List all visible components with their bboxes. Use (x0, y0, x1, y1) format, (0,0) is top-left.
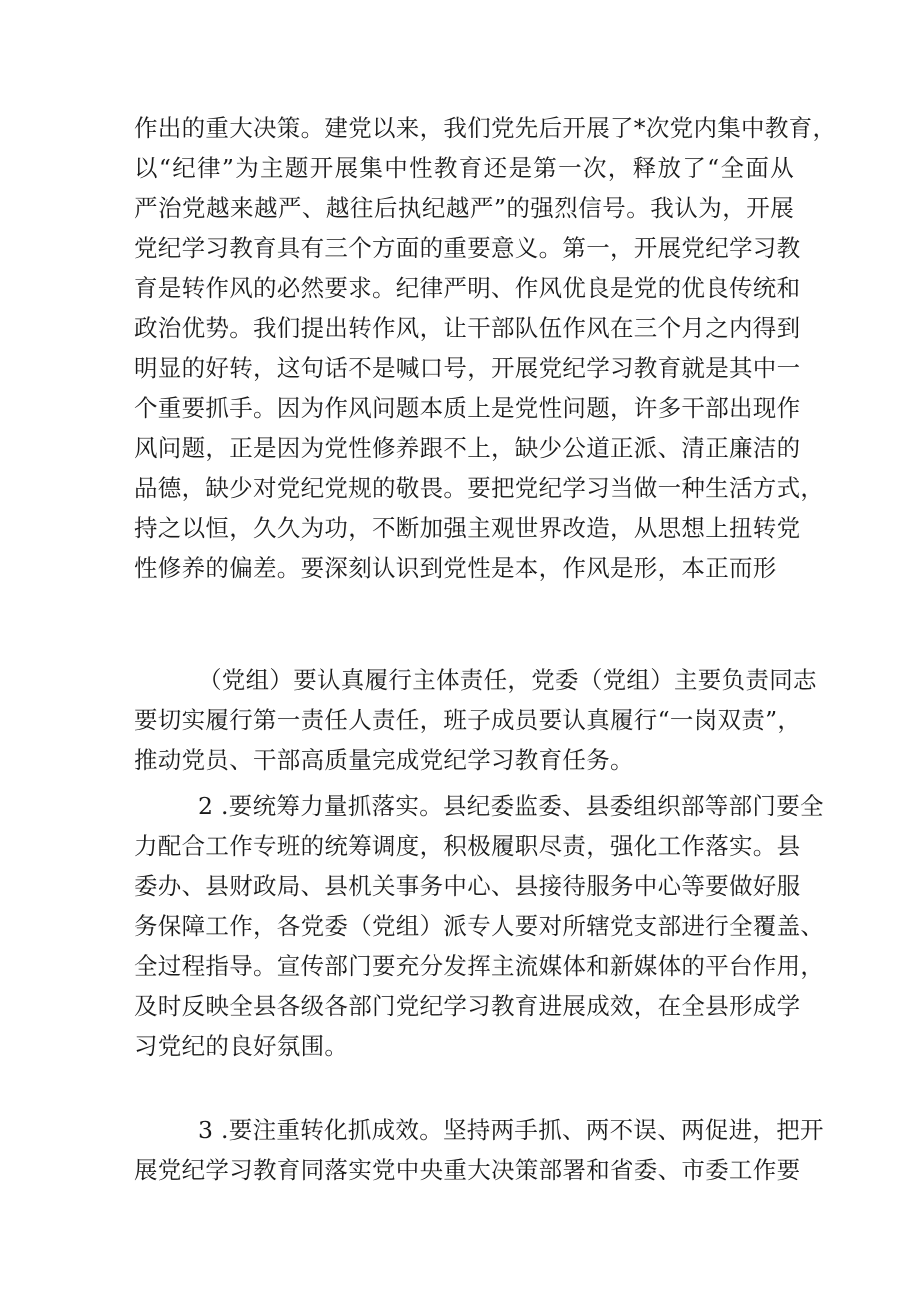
text-line: 3 .要注重转化抓成效。坚持两手抓、两不误、两促进，把开 (198, 1116, 824, 1144)
text-line: 要切实履行第一责任人责任，班子成员要认真履行“一岗双责”， (134, 706, 802, 734)
paragraph-significance (134, 108, 837, 588)
text-line: 2 .要统筹力量抓落实。县纪委监委、县委组织部等部门要全 (198, 792, 824, 820)
text-line: 力配合工作专班的统筹调度，积极履职尽责，强化工作落实。县 (134, 832, 801, 860)
text-line: （党组）要认真履行主体责任，党委（党组）主要负责同志 (198, 666, 817, 694)
text-line: 品德，缺少对党纪党规的敬畏。要把党纪学习当做一种生活方式， (134, 474, 825, 502)
text-line: 党纪学习教育具有三个方面的重要意义。第一，开展党纪学习教 (134, 234, 801, 262)
text-line: 明显的好转，这句话不是喊口号，开展党纪学习教育就是其中一 (134, 354, 801, 382)
text-line: 个重要抓手。因为作风问题本质上是党性问题，许多干部出现作 (134, 394, 801, 422)
text-line: 严治党越来越严、越往后执纪越严”的强烈信号。我认为，开展 (134, 194, 794, 222)
text-line: 委办、县财政局、县机关事务中心、县接待服务中心等要做好服 (134, 872, 801, 900)
text-line: 性修养的偏差。要深刻认识到党性是本，作风是形，本正而形 (134, 554, 777, 582)
text-line: 作出的重大决策。建党以来，我们党先后开展了*次党内集中教育， (134, 114, 837, 142)
text-line: 政治优势。我们提出转作风，让干部队伍作风在三个月之内得到 (134, 314, 801, 342)
text-line: 推动党员、干部高质量完成党纪学习教育任务。 (134, 746, 634, 774)
text-line: 展党纪学习教育同落实党中央重大决策部署和省委、市委工作要 (134, 1156, 801, 1184)
paragraph-item-3 (134, 1110, 824, 1190)
text-line: 风问题，正是因为党性修养跟不上，缺少公道正派、清正廉洁的 (134, 434, 801, 462)
paragraph-responsibility (134, 660, 817, 780)
text-line: 育是转作风的必然要求。纪律严明、作风优良是党的优良传统和 (134, 274, 801, 302)
text-line: 全过程指导。宣传部门要充分发挥主流媒体和新媒体的平台作用， (134, 952, 825, 980)
text-line: 持之以恒，久久为功，不断加强主观世界改造，从思想上扭转党 (134, 514, 801, 542)
text-line: 务保障工作，各党委（党组）派专人要对所辖党支部进行全覆盖、 (134, 912, 825, 940)
text-line: 及时反映全县各级各部门党纪学习教育进展成效，在全县形成学 (134, 992, 801, 1020)
paragraph-item-2 (134, 786, 825, 1066)
text-line: 以“纪律”为主题开展集中性教育还是第一次，释放了“全面从 (134, 154, 794, 182)
text-line: 习党纪的良好氛围。 (134, 1032, 349, 1060)
